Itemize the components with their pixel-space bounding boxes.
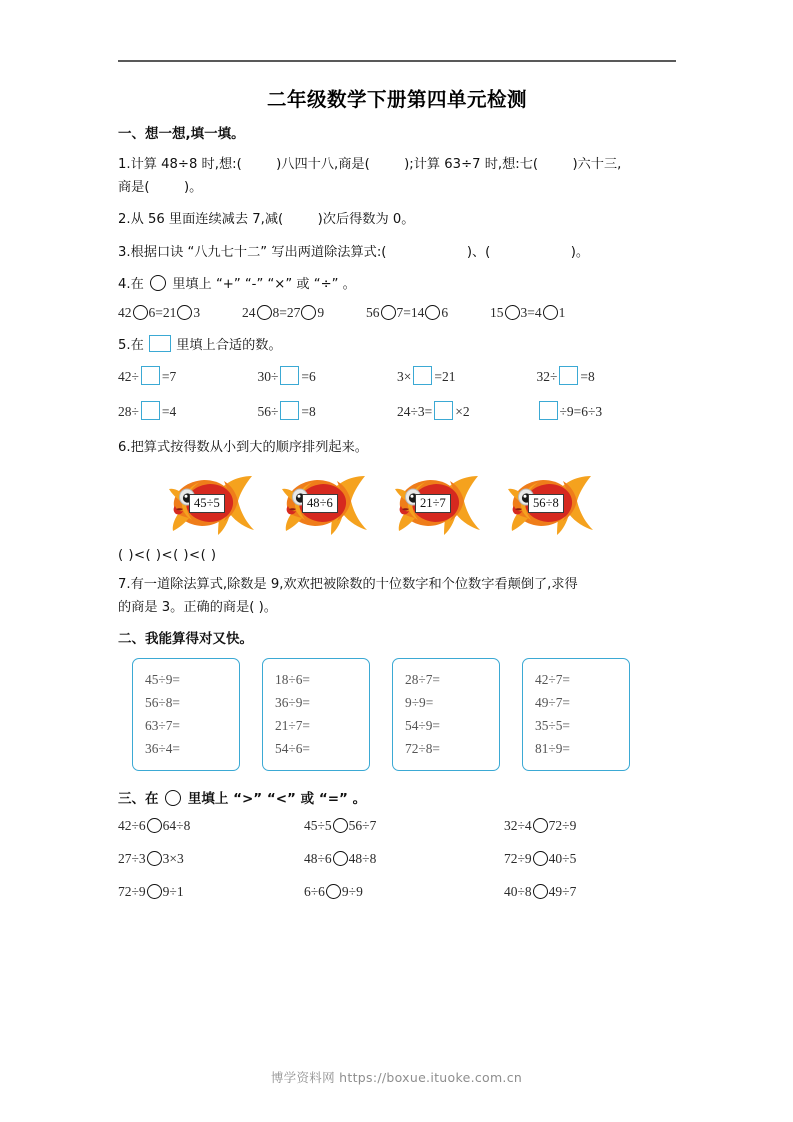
question-7-line1: 7.有一道除法算式,除数是 9,欢欢把被除数的十位数字和个位数字看颠倒了,求得 xyxy=(118,576,578,592)
expr-left: 30÷ xyxy=(257,368,279,384)
section-3-heading xyxy=(118,789,676,809)
question-3-mid: )、( xyxy=(466,244,491,260)
operand-left: 56 xyxy=(366,304,380,320)
calc-expression[interactable]: 81÷9= xyxy=(535,741,570,757)
fill-box-item xyxy=(397,366,537,385)
answer-box[interactable] xyxy=(141,401,160,420)
question-5-row-1 xyxy=(118,366,676,385)
expr-left: 28÷ xyxy=(118,403,139,419)
expr-right: =8 xyxy=(301,403,316,419)
compare-item xyxy=(476,818,676,834)
compare-row xyxy=(118,851,676,867)
answer-box[interactable] xyxy=(280,401,299,420)
calc-box xyxy=(262,658,370,770)
fill-box-item xyxy=(258,366,398,385)
compare-circle-blank[interactable] xyxy=(333,818,348,833)
operator-circle-blank[interactable] xyxy=(177,305,192,320)
compare-right: 64÷8 xyxy=(162,817,191,833)
question-7 xyxy=(118,573,676,619)
expr-right: =4 xyxy=(161,403,177,419)
compare-item xyxy=(118,851,290,867)
question-6-heading: 6.把算式按得数从小到大的顺序排列起来。 xyxy=(118,439,368,455)
question-7-line2: 的商是 3。正确的商是( )。 xyxy=(118,600,277,615)
expr-left: 56÷ xyxy=(257,403,279,419)
compare-right: 9÷9 xyxy=(341,883,363,899)
header-divider xyxy=(118,60,676,62)
compare-right: 48÷8 xyxy=(348,850,377,866)
question-3 xyxy=(118,241,676,264)
section-3-heading-suffix: 里填上 “>” “<” 或 “=” 。 xyxy=(187,790,367,807)
calculation-boxes xyxy=(132,658,676,770)
expr-right: ×2 xyxy=(455,403,470,419)
operand-right: 1 xyxy=(558,304,566,320)
expr-right: =7 xyxy=(161,368,177,384)
goldfish-expression: 56÷8 xyxy=(528,494,564,513)
compare-circle-blank[interactable] xyxy=(533,851,548,866)
compare-item xyxy=(290,818,476,834)
calc-expression[interactable]: 18÷6= xyxy=(275,672,310,688)
fill-box-item xyxy=(537,401,677,420)
expr-right: =6 xyxy=(301,368,316,384)
answer-box[interactable] xyxy=(280,366,299,385)
operand-mid: 8=27 xyxy=(272,304,301,320)
compare-row xyxy=(118,818,676,834)
section-2-heading: 二、我能算得对又快。 xyxy=(118,631,253,648)
compare-right: 3×3 xyxy=(162,850,184,866)
expr-left: 3× xyxy=(397,368,412,384)
operator-circle-blank[interactable] xyxy=(543,305,558,320)
calc-expression[interactable]: 28÷7= xyxy=(405,672,440,688)
section-1-heading: 一、想一想,填一填。 xyxy=(118,126,245,142)
compare-item xyxy=(476,851,676,867)
answer-box[interactable] xyxy=(539,401,558,420)
operand-right: 6 xyxy=(441,304,449,320)
goldfish-item xyxy=(505,468,604,538)
expr-left: 32÷ xyxy=(536,368,558,384)
operand-left: 15 xyxy=(490,304,504,320)
section-3-heading-prefix: 三、在 xyxy=(118,790,159,807)
answer-box[interactable] xyxy=(434,401,453,420)
question-1-end: )。 xyxy=(183,180,203,196)
operand-mid: 7=14 xyxy=(396,304,425,320)
question-3-suffix: )。 xyxy=(570,244,590,260)
question-2 xyxy=(118,208,676,231)
goldfish-item xyxy=(166,468,265,538)
expression-item xyxy=(242,305,366,321)
calc-expression[interactable]: 36÷9= xyxy=(275,695,310,711)
expr-left: 42÷ xyxy=(118,368,139,384)
expr-right: =21 xyxy=(434,368,456,384)
calc-expression[interactable]: 54÷6= xyxy=(275,741,310,757)
calc-expression[interactable]: 35÷5= xyxy=(535,718,570,734)
question-3-prefix: 3.根据口诀 “八九七十二” 写出两道除法算式:( xyxy=(118,244,387,260)
operand-mid: 3=4 xyxy=(520,304,542,320)
compare-right: 9÷1 xyxy=(162,883,184,899)
question-2-suffix: )次后得数为 0。 xyxy=(317,212,415,228)
calc-box xyxy=(132,658,240,770)
compare-right: 72÷9 xyxy=(548,817,577,833)
worksheet-content xyxy=(118,60,676,917)
goldfish-expression: 45÷5 xyxy=(189,494,225,513)
operand-left: 24 xyxy=(242,304,256,320)
compare-item xyxy=(290,851,476,867)
calc-expression[interactable]: 54÷9= xyxy=(405,718,440,734)
answer-box[interactable] xyxy=(141,366,160,385)
compare-circle-blank[interactable] xyxy=(147,884,162,899)
expr-left: 24÷3= xyxy=(397,403,433,419)
question-4-suffix: 里填上 “+” “-” “×” 或 “÷” 。 xyxy=(172,276,356,292)
compare-circle-blank[interactable] xyxy=(533,884,548,899)
fill-box-item xyxy=(258,401,398,420)
goldfish-expression: 48÷6 xyxy=(302,494,338,513)
circle-blank-icon xyxy=(165,790,181,806)
calc-expression[interactable]: 9÷9= xyxy=(405,695,434,711)
calc-expression[interactable]: 72÷8= xyxy=(405,741,440,757)
question-5-row-2 xyxy=(118,401,676,420)
question-1-part-4: )六十三, xyxy=(572,157,622,173)
calc-expression[interactable]: 42÷7= xyxy=(535,672,570,688)
calc-box xyxy=(392,658,500,770)
expr-right: ÷9=6÷3 xyxy=(559,403,603,419)
compare-right: 40÷5 xyxy=(548,850,577,866)
compare-left: 45÷5 xyxy=(304,817,332,833)
expression-item xyxy=(366,305,490,321)
operator-circle-blank[interactable] xyxy=(301,305,316,320)
compare-left: 72÷9 xyxy=(504,850,532,866)
goldfish-item xyxy=(279,468,378,538)
compare-left: 42÷6 xyxy=(118,817,146,833)
compare-left: 32÷4 xyxy=(504,817,532,833)
expression-item xyxy=(118,305,242,321)
question-1 xyxy=(118,153,676,199)
expression-item xyxy=(490,305,614,321)
calc-expression[interactable]: 49÷7= xyxy=(535,695,570,711)
expr-right: =8 xyxy=(580,368,595,384)
calc-expression[interactable]: 45÷9= xyxy=(145,672,180,688)
answer-box[interactable] xyxy=(413,366,432,385)
compare-item xyxy=(118,818,290,834)
footer-watermark: 博学资料网 https://boxue.ituoke.com.cn xyxy=(270,1070,523,1085)
compare-circle-blank[interactable] xyxy=(333,851,348,866)
question-1-line2: 商是( xyxy=(118,180,150,196)
question-5-heading xyxy=(118,334,676,357)
compare-left: 48÷6 xyxy=(304,850,332,866)
question-6-answer-line[interactable]: ( )<( )<( )<( ) xyxy=(118,547,217,563)
fill-box-item xyxy=(118,366,258,385)
fill-box-item xyxy=(118,401,258,420)
compare-circle-blank[interactable] xyxy=(147,818,162,833)
compare-left: 72÷9 xyxy=(118,883,146,899)
compare-left: 6÷6 xyxy=(304,883,325,899)
circle-blank-icon xyxy=(150,275,166,291)
compare-right: 56÷7 xyxy=(348,817,377,833)
compare-circle-blank[interactable] xyxy=(533,818,548,833)
calc-box xyxy=(522,658,630,770)
operator-circle-blank[interactable] xyxy=(133,305,148,320)
question-1-part-3: );计算 63÷7 时,想:七( xyxy=(404,157,539,173)
fill-box-item xyxy=(397,401,537,420)
compare-row xyxy=(118,884,676,900)
calc-expression[interactable]: 36÷4= xyxy=(145,741,180,757)
question-4-prefix: 4.在 xyxy=(118,276,144,292)
question-5-suffix: 里填上合适的数。 xyxy=(176,337,282,353)
compare-circle-blank[interactable] xyxy=(326,884,341,899)
operator-circle-blank[interactable] xyxy=(257,305,272,320)
compare-item xyxy=(476,884,676,900)
question-5-prefix: 5.在 xyxy=(118,337,144,353)
page-title: 二年级数学下册第四单元检测 xyxy=(266,88,527,111)
operand-right: 9 xyxy=(317,304,325,320)
compare-item xyxy=(118,884,290,900)
compare-item xyxy=(290,884,476,900)
goldfish-item xyxy=(392,468,491,538)
calc-expression[interactable]: 63÷7= xyxy=(145,718,180,734)
compare-left: 40÷8 xyxy=(504,883,532,899)
compare-right: 49÷7 xyxy=(548,883,577,899)
operand-mid: 6=21 xyxy=(148,304,177,320)
operator-circle-blank[interactable] xyxy=(381,305,396,320)
operand-left: 42 xyxy=(118,304,132,320)
question-4-heading xyxy=(118,273,676,296)
fill-box-item xyxy=(537,366,677,385)
answer-box[interactable] xyxy=(559,366,578,385)
square-blank-icon xyxy=(149,335,171,352)
question-1-part-1: 1.计算 48÷8 时,想:( xyxy=(118,157,242,173)
question-2-prefix: 2.从 56 里面连续减去 7,减( xyxy=(118,212,284,228)
question-4-expressions xyxy=(118,305,676,321)
question-1-part-2: )八四十八,商是( xyxy=(276,157,370,173)
goldfish-strip xyxy=(166,468,676,538)
compare-left: 27÷3 xyxy=(118,850,146,866)
calc-expression[interactable]: 56÷8= xyxy=(145,695,180,711)
compare-circle-blank[interactable] xyxy=(147,851,162,866)
operator-circle-blank[interactable] xyxy=(425,305,440,320)
calc-expression[interactable]: 21÷7= xyxy=(275,718,310,734)
operand-right: 3 xyxy=(193,304,201,320)
goldfish-expression: 21÷7 xyxy=(415,494,451,513)
operator-circle-blank[interactable] xyxy=(505,305,520,320)
